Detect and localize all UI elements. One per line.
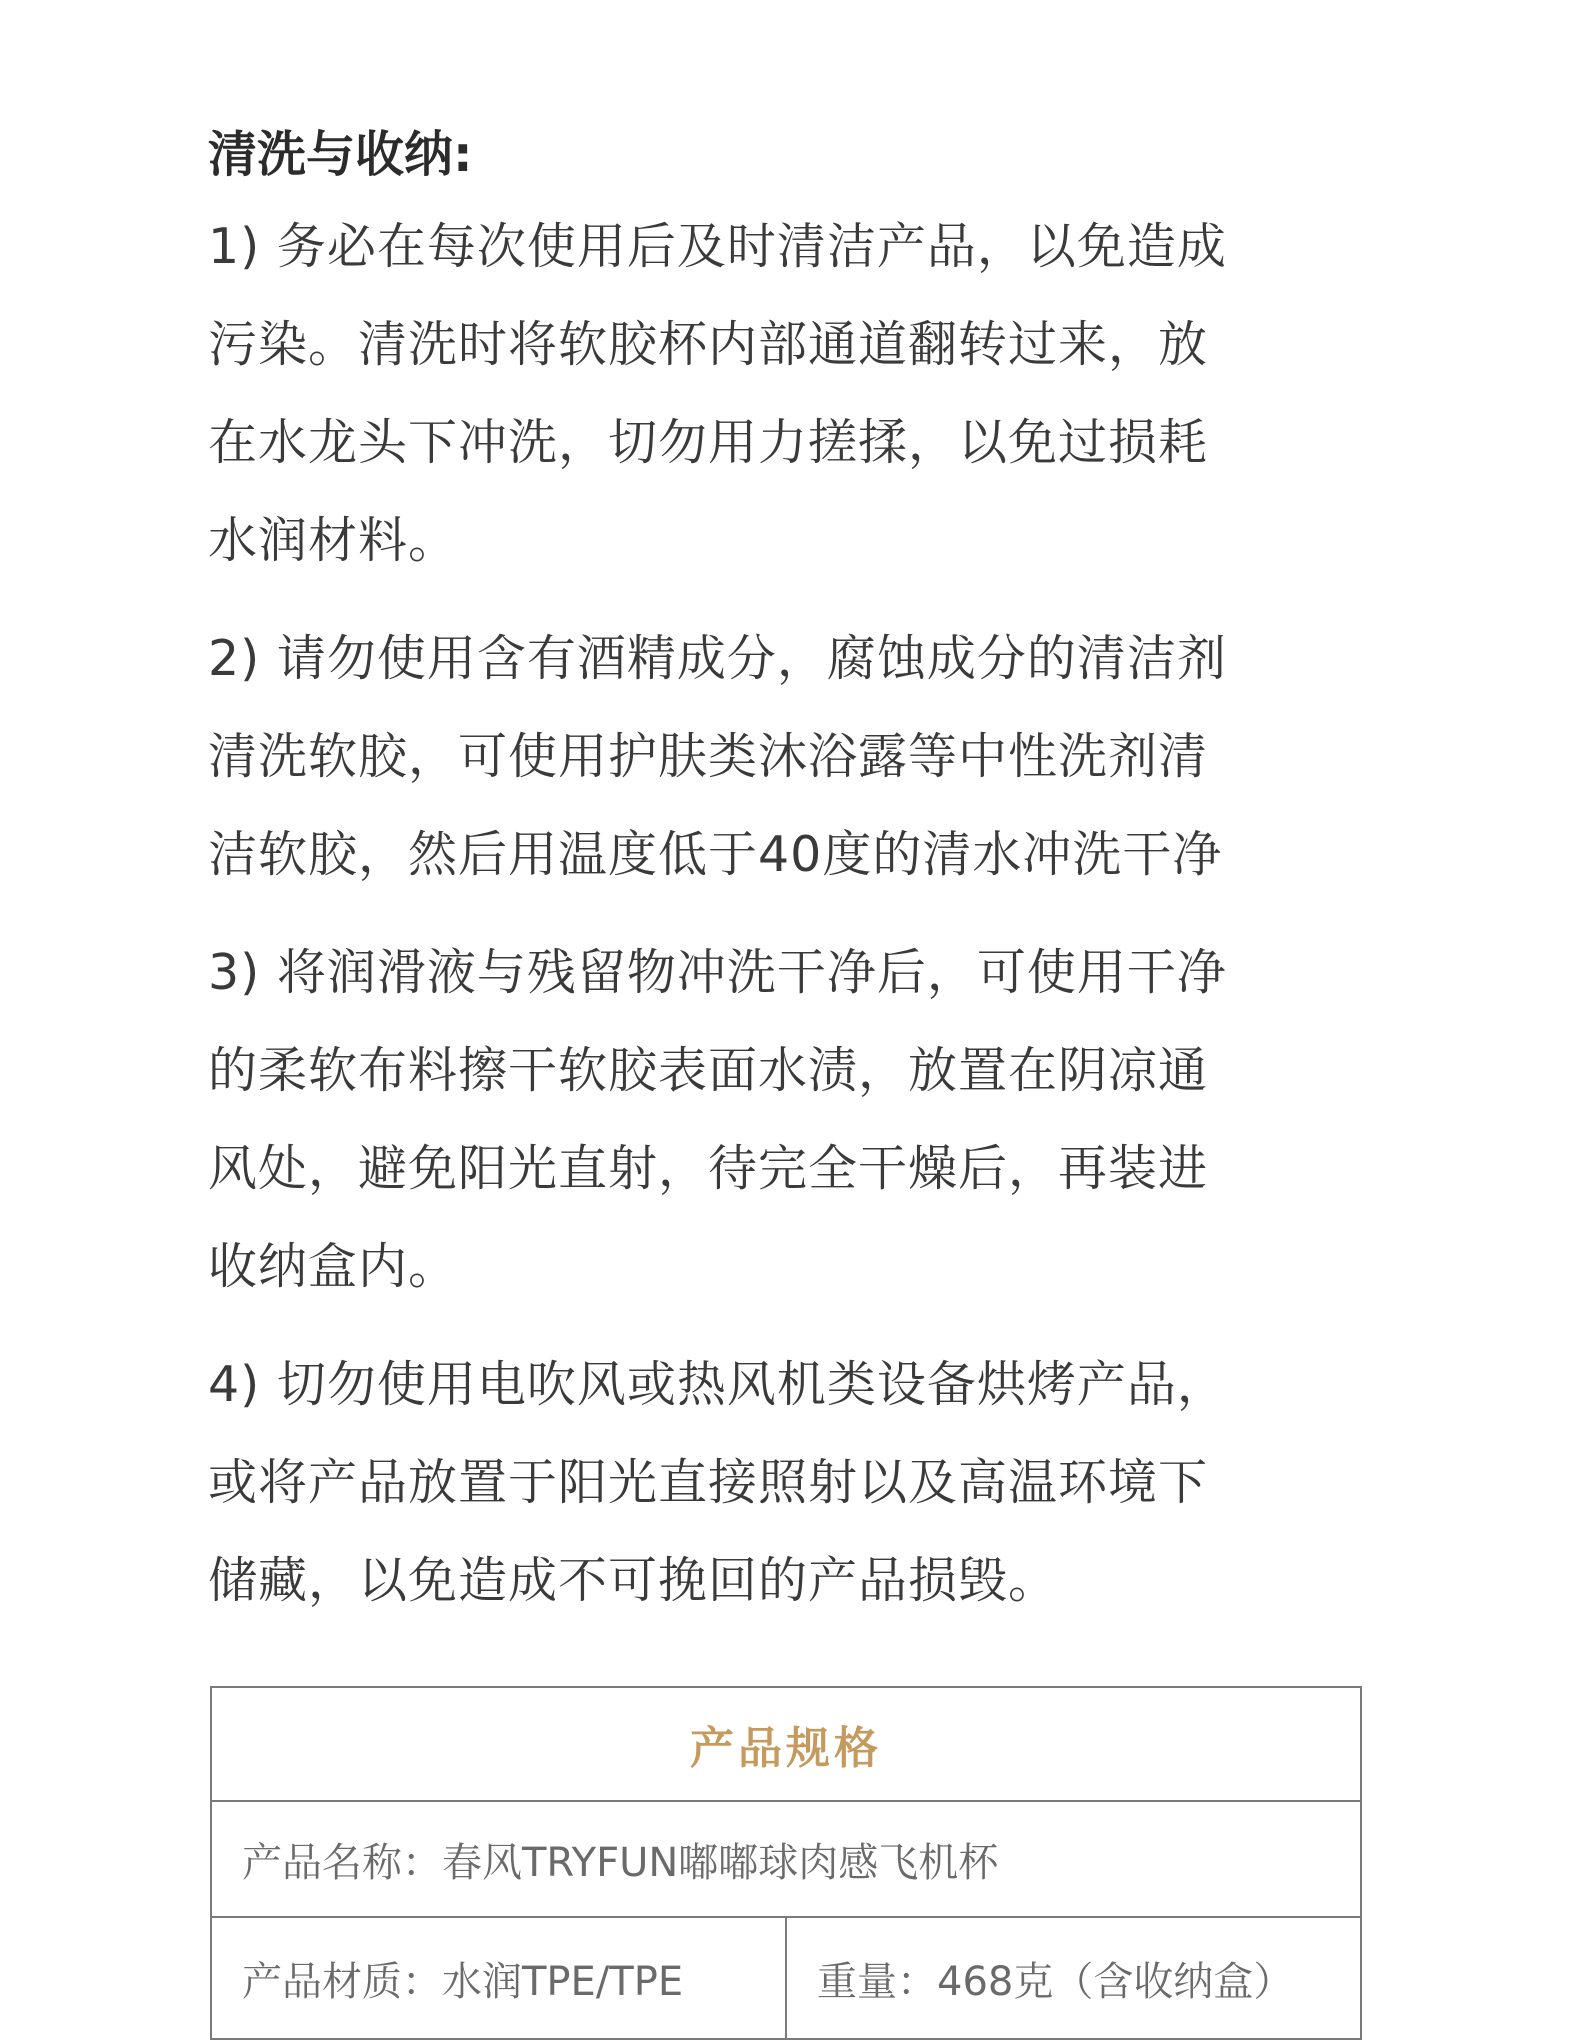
spec-material: 产品材质：水润TPE/TPE bbox=[211, 1917, 786, 2039]
spec-weight: 重量：468克（含收纳盒） bbox=[786, 1917, 1361, 2039]
spec-table bbox=[210, 1686, 1362, 2040]
instruction-paragraph-2: 2) 请勿使用含有酒精成分，腐蚀成分的清洁剂 清洗软胶，可使用护肤类沐浴露等中性洗剂清 洁软胶，然后用温度低于40度的清水冲洗干净 bbox=[208, 630, 1227, 883]
instruction-paragraph-4: 4) 切勿使用电吹风或热风机类设备烘烤产品， 或将产品放置于阳光直接照射以及高温环境下 储藏，以免造成不可挽回的产品损毁。 bbox=[208, 1356, 1227, 1609]
section-title: 清洗与收纳: bbox=[208, 126, 473, 183]
spec-material-row bbox=[211, 1917, 1361, 2039]
cleaning-section bbox=[208, 120, 1368, 1650]
spec-header: 产品规格 bbox=[211, 1687, 1361, 1801]
spec-product-name: 产品名称：春风TRYFUN嘟嘟球肉感飞机杯 bbox=[211, 1801, 1361, 1917]
instruction-paragraph-3: 3) 将润滑液与残留物冲洗干净后，可使用干净 的柔软布料擦干软胶表面水渍，放置在阴凉通 风处，避免阳光直射，待完全干燥后，再装进 收纳盒内。 bbox=[208, 944, 1227, 1295]
spec-header-row bbox=[211, 1687, 1361, 1801]
spec-name-row bbox=[211, 1801, 1361, 1917]
instruction-paragraph-1: 1) 务必在每次使用后及时清洁产品，以免造成 污染。清洗时将软胶杯内部通道翻转过来，放 在水龙头下冲洗，切勿用力搓揉，以免过损耗 水润材料。 bbox=[208, 218, 1227, 569]
